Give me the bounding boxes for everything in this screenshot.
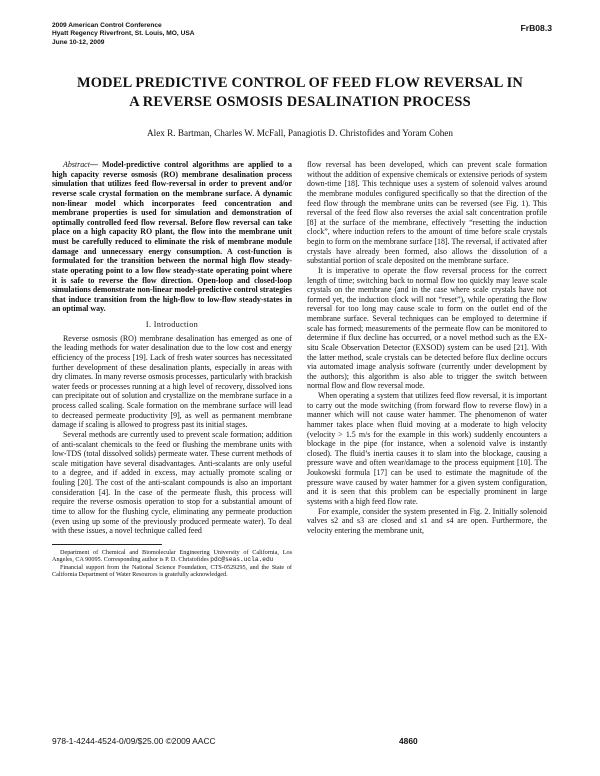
isbn-copyright: 978-1-4244-4524-0/09/$25.00 ©2009 AACC	[52, 736, 216, 746]
left-column	[52, 160, 292, 578]
conference-name: 2009 American Control Conference	[52, 22, 162, 29]
paper-code: FrB08.3	[520, 23, 552, 33]
intro-paragraph-1: Reverse osmosis (RO) membrane desalination has emerged as one of the leading methods for water desalination due to the low cost and energy efficiency of the process [19]. Lack of fresh water sources has necessitated further development of these desalination plants, especially in areas with dry climates. In many reverse osmosis processes, particularly with brackish water feeds or processes running at a high level of recovery, dissolved ions can precipitate out of solution and crystallize on the membrane surface in a process called scaling. Scale formation on the membrane surface will lead to decreased permeate productivity [9], as well as permanent membrane damage if scaling is allowed to progress past its initial stages.	[52, 333, 292, 430]
title-line-2: A REVERSE OSMOSIS DESALINATION PROCESS	[129, 94, 471, 110]
title-line-1: MODEL PREDICTIVE CONTROL OF FEED FLOW REVERSAL IN	[77, 75, 523, 91]
footnote-affiliation	[52, 549, 292, 564]
body-paragraph-3: When operating a system that utilizes feed flow reversal, it is important to carry out the mode switching (from forward flow to reverse flow) in a manner which will not cause water hammer. The phenomenon of water hammer takes place when fluid moving at a moderate to high velocity (velocity > 1.5 m/s for the example in this work) suddenly encounters a blockage in the pipe (for instance, when a solenoid valve is instantly closed). The fluid’s inertia causes it to slam into the blockage, causing a pressure wave and often wear/damage to the process equipment [10]. The Joukowski formula [17] can be used to estimate the magnitude of the pressure wave caused by water hammer for a given system configuration, and it is seen that this problem can be especially prominent in large systems with a high feed flow rate.	[307, 391, 547, 506]
page-number: 4860	[399, 736, 418, 746]
right-column	[307, 160, 547, 535]
body-paragraph-2: It is imperative to operate the flow reversal process for the correct length of time; switching back to normal flow too quickly may leave scale crystals on the membrane (and in the case where scale crystals have not formed yet, the induction clock will not “reset”), while operating the flow reversal for too long may cause scale to form on the outlet end of the membrane surface. Several techniques can be employed to determine if scale has formed; measurements of the permeate flow can be monitored to determine if flux decline has occurred, or a novel method such as the EX-situ Scale Observation Detector (EXSOD) system can be used [21]. With the latter method, scale crystals can be detected before flux decline occurs via automated image analysis software (currently under development by the authors); this algorithm is also able to trigger the switch between normal flow and flow reversal mode.	[307, 265, 547, 391]
paper-title	[40, 74, 560, 112]
author-list: Alex R. Bartman, Charles W. McFall, Panagiotis D. Christofides and Yoram Cohen	[147, 128, 453, 138]
author-email: pdc@seas.ucla.edu	[210, 556, 274, 564]
affiliation-text: Department of Chemical and Biomolecular Engineering University of California, Los Angeles, CA 90095. Corresponding author is P. D. Christofides	[52, 548, 292, 564]
abstract	[52, 160, 292, 314]
conference-header	[52, 22, 195, 47]
footnotes	[52, 549, 292, 579]
abstract-label: Abstract	[63, 160, 90, 169]
intro-paragraph-2: Several methods are currently used to prevent scale formation; addition of anti-scalant chemicals to the feed or flushing the membrane units with low-TDS (total dissolved solids) permeate water. These current methods of scale mitigation have several disadvantages. Anti-scalants are only useful to a degree, and if added in excess, may actually promote scaling or fouling [20]. The cost of the anti-scalant compounds is also an important consideration [4]. In the case of the permeate flush, this process will require the reverse osmosis operation to stop for a substantial amount of time to allow for the flushing cycle, eliminating any permeate production (even using up some of the previously produced permeate water). To deal with these issues, a novel technique called feed	[52, 429, 292, 536]
conference-venue: Hyatt Regency Riverfront, St. Louis, MO, USA	[52, 30, 195, 38]
conference-dates: June 10-12, 2009	[52, 38, 105, 46]
footnote-funding: Financial support from the National Science Foundation, CTS-0529295, and the State of California Department of Water Resources is gratefully acknowledged.	[52, 563, 292, 578]
section-heading-introduction: I. Introduction	[145, 320, 199, 329]
body-paragraph-4: For example, consider the system presented in Fig. 2. Initially solenoid valves s2 and s3 are closed and s1 and s4 are open. Furthermore, the velocity entering the membrane unit,	[307, 506, 547, 535]
body-paragraph-1: flow reversal has been developed, which can prevent scale formation without the addition of expensive chemicals or extensive periods of system down-time [18]. This technique uses a system of solenoid valves around the membrane modules configured specifically so that the direction of the feed flow through the membrane units can be reversed (see Fig. 1). This reversal of the feed flow also reverses the axial salt concentration profile [8] at the surface of the membrane, effectively “resetting the induction clock”, where induction refers to the amount of time before scale crystals begin to form on the membrane surface [18]. The reversal, if activated after crystals have already been formed, also allows the dissolution of a substantial portion of scale deposited on the membrane surface.	[307, 160, 547, 266]
footnote-divider	[52, 544, 162, 545]
abstract-text: — Model-predictive control algorithms are applied to a high capacity reverse osmosis (RO) membrane desalination process simulation that utilizes feed flow-reversal in order to prevent and/or reverse scale crystal formation on the membrane surface. A dynamic non-linear model which incorporates feed concentration and membrane properties is used for simulation and demonstration of optimally controlled feed flow reversal. Before flow reversal can take place on a high capacity RO plant, the flow into the membrane unit must be carefully reduced to eliminate the risk of membrane module damage and unnecessary energy consumption. A cost-function is formulated for the transition between the normal high flow steady-state operating point to a low flow steady-state operating point where it is safe to reverse the flow direction. Open-loop and closed-loop simulations demonstrate non-linear model-predictive control strategies that induce transition from the high-flow to low-flow steady-states in an optimal way.	[52, 160, 292, 314]
